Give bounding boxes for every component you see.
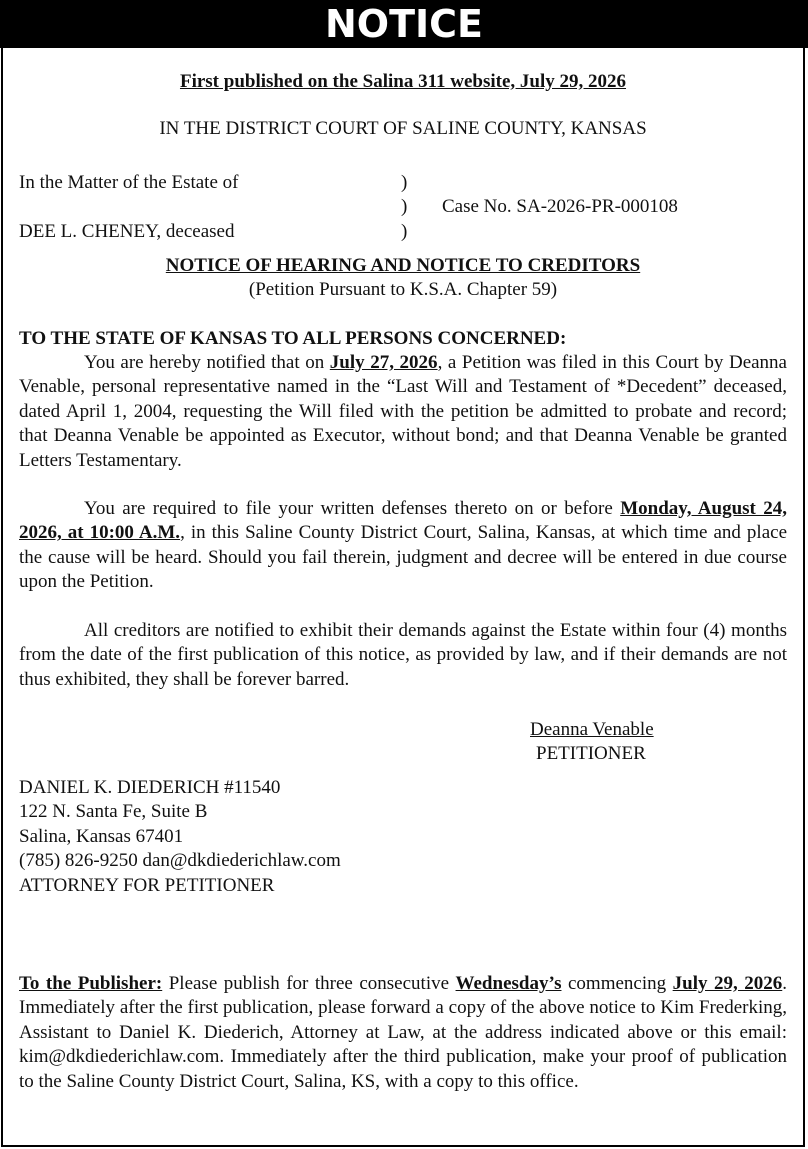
caption-paren: ) (401, 220, 408, 242)
para2-text: , in this Saline County District Court, Salina, Kansas, at which time and place the cause will be heard. Should you fail therein, judgment and decree will be entered in due course upon the Petition. (19, 522, 787, 593)
attorney-role: ATTORNEY FOR PETITIONER (19, 874, 275, 896)
para2-text: You are required to file your written defenses thereto on or before (84, 498, 621, 520)
case-caption (19, 165, 787, 242)
caption-deceased: DEE L. CHENEY, deceased (19, 220, 235, 242)
case-number: Case No. SA-2026-PR-000108 (442, 195, 678, 217)
publisher-label: To the Publisher: (19, 972, 163, 994)
publish-day: Wednesday’s (455, 972, 562, 994)
salutation: TO THE STATE OF KANSAS TO ALL PERSONS CONCERNED: (19, 327, 567, 349)
filing-date: July 27, 2026 (329, 352, 438, 374)
hearing-deadline: Monday, August 24, 2026, at 10:00 A.M. (19, 498, 788, 544)
petitioner-name: Deanna Venable (530, 718, 654, 740)
hearing-paragraph (19, 351, 787, 473)
notice-header: NOTICE (0, 0, 808, 48)
notice-subtitle: (Petition Pursuant to K.S.A. Chapter 59) (248, 279, 558, 301)
court-heading: IN THE DISTRICT COURT OF SALINE COUNTY, KANSAS (159, 118, 647, 140)
publisher-text: Please publish for three consecutive (162, 972, 456, 994)
caption-paren: ) (401, 171, 408, 193)
caption-matter: In the Matter of the Estate of (19, 171, 239, 193)
published-line: First published on the Salina 311 website, July 29, 2026 (179, 71, 627, 92)
defenses-paragraph (19, 497, 787, 595)
attorney-city: Salina, Kansas 67401 (19, 825, 184, 847)
attorney-name: DANIEL K. DIEDERICH #11540 (19, 776, 281, 798)
publisher-text: commencing (561, 972, 673, 994)
publisher-instructions (19, 972, 787, 1094)
attorney-contact: (785) 826-9250 dan@dkdiederichlaw.com (19, 850, 341, 872)
attorney-address: 122 N. Santa Fe, Suite B (19, 801, 208, 823)
caption-paren: ) (401, 195, 408, 217)
para1-text: , a Petition was filed in this Court by Deanna Venable, personal representative named in the “Last Will and Testament of *Decedent” deceased, dated April 1, 2004, requesting the Will filed with the petition be admitted to probate and record; that Deanna Venable be appointed as Executor, without bond; and that Deanna Venable be granted Letters Testamentary. (19, 352, 787, 471)
creditors-paragraph: All creditors are notified to exhibit their demands against the Estate within four (4) months from the date of the first publication of this notice, as provided by law, and if their demands are not thus exhibited, they shall be forever barred. (19, 619, 787, 690)
attorney-block (19, 776, 787, 898)
notice-body (19, 70, 787, 1094)
publish-date: July 29, 2026 (672, 972, 783, 994)
petitioner-signature (19, 718, 787, 776)
para1-text: You are hereby notified that on (84, 352, 330, 374)
petitioner-title: PETITIONER (536, 742, 646, 764)
notice-title: NOTICE OF HEARING AND NOTICE TO CREDITORS (165, 254, 641, 276)
publisher-text: . Immediately after the first publication, please forward a copy of the above notice to Kim Frederking, Assistant to Daniel K. Diederich, Attorney at Law, at the address indicated above or this email: kim@dkdiederichlaw.com. Immediately after the third publication, make your proof of publication to the Saline County District Court, Salina, KS, with a copy to this office. (19, 972, 787, 1092)
